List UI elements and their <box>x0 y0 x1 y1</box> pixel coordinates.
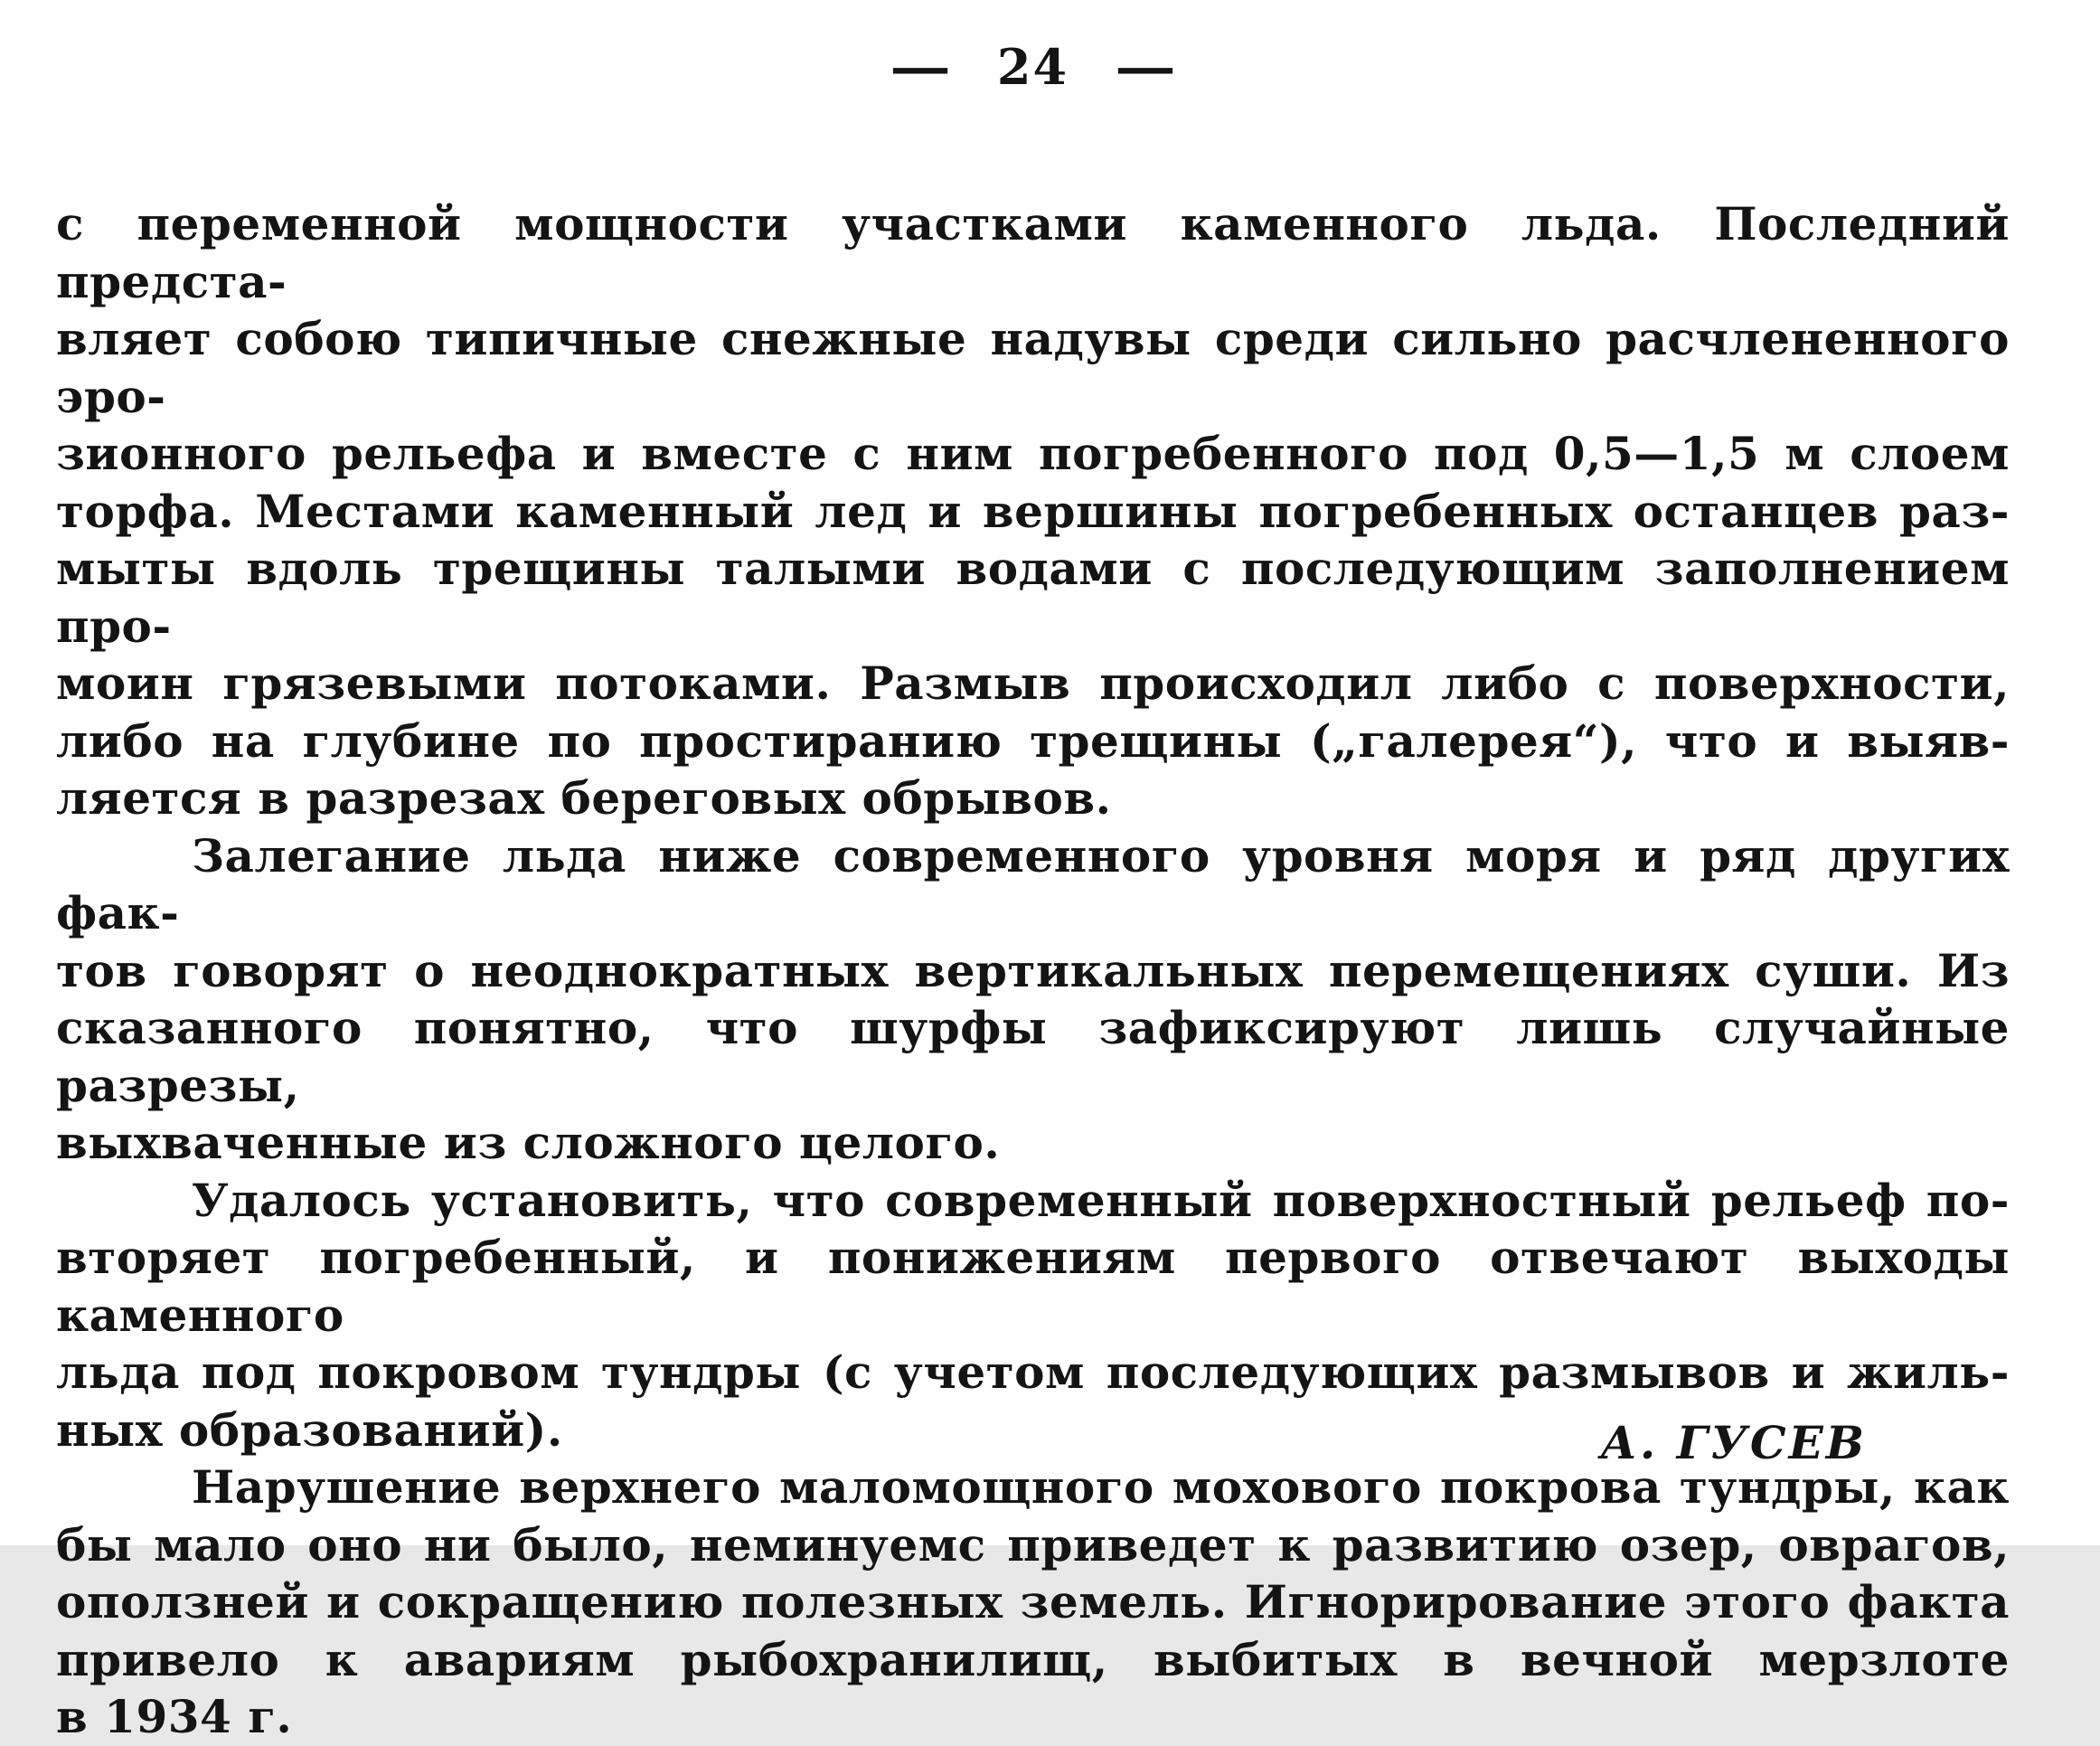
header-dash-left: — <box>890 38 951 96</box>
text-line-p1-l1: с переменной мощности участками каменного льда. Последний предста- <box>56 197 2010 308</box>
page-number: 24 <box>996 38 1069 96</box>
text-line-p4-l1: Нарушение верхнего маломощного мохового покрова тундры, как <box>192 1460 2010 1514</box>
text-line-p1-l4: торфа. Местами каменный лед и вершины погребенных останцев раз- <box>56 484 2010 538</box>
author-signature: А. ГУСЕВ <box>1600 1416 1867 1469</box>
text-line-p1-l5: мыты вдоль трещины талыми водами с последующим заполнением про- <box>56 542 2010 653</box>
text-line-p1-l3: зионного рельефа и вместе с ним погребенного под 0,5—1,5 м слоем <box>56 427 2010 480</box>
text-line-p1-l8: ляется в разрезах береговых обрывов. <box>56 771 1112 825</box>
page-header <box>56 38 2010 96</box>
text-line-p2-l1: Залегание льда ниже современного уровня моря и ряд других фак- <box>56 828 2010 939</box>
text-line-p3-l2: вторяет погребенный, и понижениям первого отвечают выходы каменного <box>56 1231 2010 1342</box>
text-line-p2-l3: сказанного понятно, что шурфы зафиксируют лишь случайные разрезы, <box>56 1001 2010 1112</box>
text-line-p3-l1: Удалось установить, что современный поверхностный рельеф по- <box>192 1173 2010 1227</box>
text-line-p2-l4: выхваченные из сложного целого. <box>56 1116 1001 1169</box>
text-line-p4-l2: бы мало оно ни было, неминуемс приведет к развитию озер, оврагов, <box>56 1517 2010 1571</box>
text-line-p2-l2: тов говорят о неоднократных вертикальных перемещениях суши. Из <box>56 943 2010 997</box>
text-line-p1-l2: вляет собою типичные снежные надувы среди сильно расчлененного эро- <box>56 312 2010 423</box>
text-line-p1-l6: моин грязевыми потоками. Размыв происходил либо с поверхности, <box>56 656 2010 710</box>
header-dash-right: — <box>1115 38 1176 96</box>
text-line-p3-l4: ных образований). <box>56 1402 563 1457</box>
text-line-p4-l4: привело к авариям рыбохранилищ, выбитых в вечной мерзлоте <box>56 1632 2010 1686</box>
document-body <box>56 195 2010 1746</box>
text-line-p4-l3: оползней и сокращению полезных земель. Игнорирование этого факта <box>56 1575 2010 1628</box>
text-line-p4-l5: в 1934 г. <box>56 1690 293 1743</box>
text-line-p3-l3: льда под покровом тундры (с учетом последующих размывов и жиль- <box>56 1345 2010 1399</box>
text-line-p1-l7: либо на глубине по простиранию трещины („галерея“), что и выяв- <box>56 713 2010 768</box>
